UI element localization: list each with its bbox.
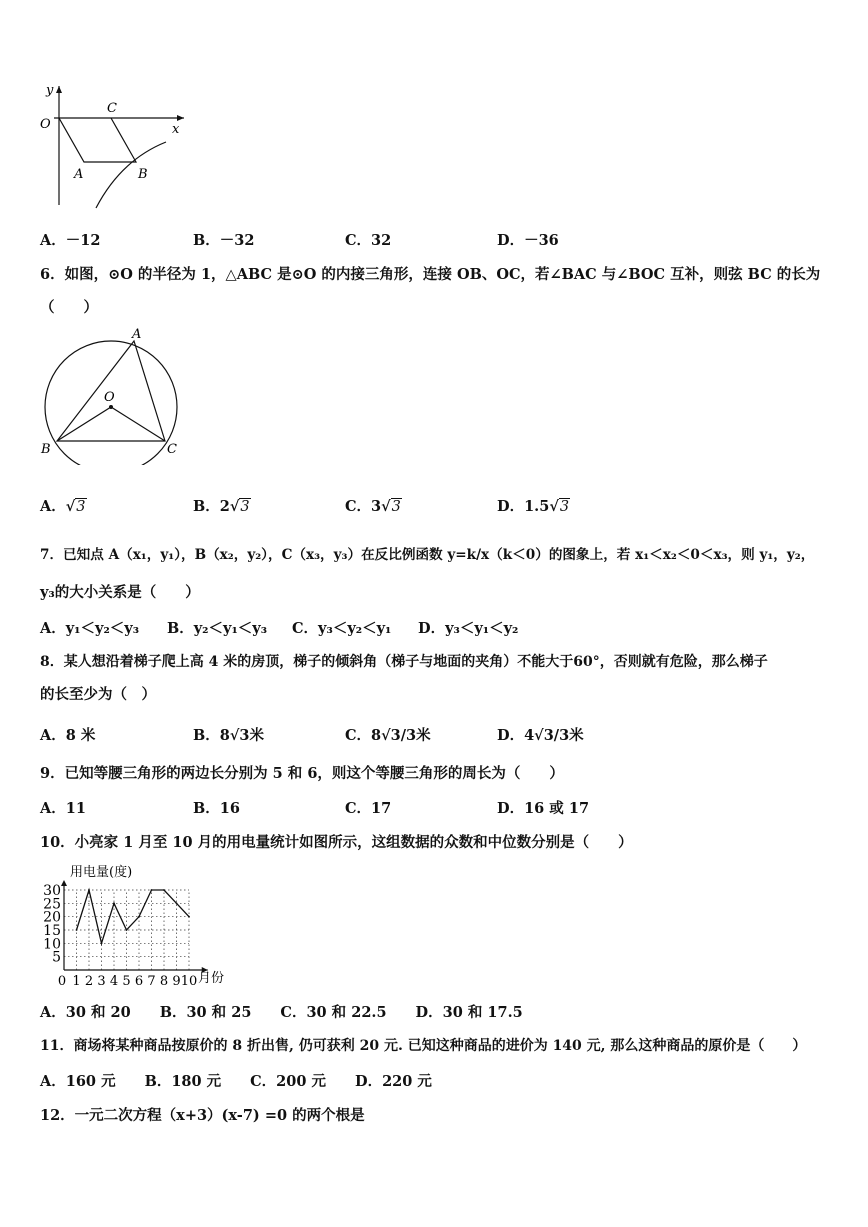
q6-circle-figure bbox=[36, 325, 186, 465]
center-dot bbox=[109, 405, 113, 409]
label-c: C bbox=[107, 101, 117, 116]
parallelogram bbox=[59, 118, 136, 162]
q10-text-line1: 10．小亮家 1 月至 10 月的用电量统计如图所示，这组数据的众数和中位数分别是（ ） bbox=[40, 834, 633, 851]
label-o: O bbox=[40, 117, 51, 132]
usage-point bbox=[101, 942, 103, 944]
label-b: B bbox=[138, 167, 148, 182]
usage-point bbox=[76, 929, 78, 931]
radii-ob-oc bbox=[57, 407, 165, 441]
label-a: A bbox=[132, 327, 142, 342]
q10-options[interactable]: A．30 和 20 B．30 和 25 C．30 和 22.5 D．30 和 17.5 bbox=[40, 1004, 523, 1021]
q7-text-line2: y₃的大小关系是（ ） bbox=[40, 584, 200, 601]
x-tick-label: 4 bbox=[109, 974, 119, 989]
q8-option-a[interactable]: A．8 米 bbox=[40, 727, 96, 744]
x-tick-label: 6 bbox=[134, 974, 144, 989]
label-c: C bbox=[167, 442, 177, 457]
q7-option-a[interactable]: A．y₁＜y₂＜y₃ bbox=[40, 620, 140, 637]
q6-text-line2: （ ） bbox=[40, 299, 98, 316]
usage-point bbox=[113, 902, 115, 904]
q6-option-d[interactable]: D．1.5√3 bbox=[497, 498, 570, 515]
label-x: x bbox=[172, 122, 180, 137]
q5-option-b[interactable]: B．－32 bbox=[193, 232, 255, 249]
q7-text-line1: 7．已知点 A（x₁，y₁），B（x₂，y₂），C（x₃，y₃）在反比例函数 y=k/x（k＜0）的图象上，若 x₁＜x₂＜0＜x₃，则 y₁，y₂， bbox=[40, 547, 815, 563]
q8-option-d[interactable]: D．4√3/3米 bbox=[497, 727, 584, 744]
chart-xlabel: 月份 bbox=[198, 971, 225, 986]
y-axis-arrow bbox=[61, 880, 67, 886]
q11-options[interactable]: A．160 元 B．180 元 C．200 元 D．220 元 bbox=[40, 1073, 432, 1090]
usage-point bbox=[138, 916, 140, 918]
label-b: B bbox=[41, 442, 51, 457]
x-tick-label: 7 bbox=[147, 974, 156, 989]
q7-option-d[interactable]: D．y₃＜y₁＜y₂ bbox=[418, 620, 519, 637]
q7-option-c[interactable]: C．y₃＜y₂＜y₁ bbox=[292, 620, 392, 637]
label-y: y bbox=[46, 83, 54, 98]
q9-option-a[interactable]: A．11 bbox=[40, 800, 86, 817]
x-tick-label: 1 bbox=[72, 974, 81, 989]
q8-text-line2: 的长至少为（ ） bbox=[40, 686, 156, 703]
label-a: A bbox=[74, 167, 84, 182]
q6-option-a[interactable]: A．√3 bbox=[40, 498, 86, 515]
usage-point bbox=[126, 929, 128, 931]
x-tick-label: 9 bbox=[172, 974, 181, 989]
q10-chart bbox=[40, 860, 235, 990]
usage-point bbox=[163, 889, 165, 891]
y-tick-label: 20 bbox=[43, 909, 61, 926]
q5-option-c[interactable]: C．32 bbox=[345, 232, 392, 249]
q8-option-c[interactable]: C．8√3/3米 bbox=[345, 727, 431, 744]
q8-text-line1: 8．某人想沿着梯子爬上高 4 米的房顶，梯子的倾斜角（梯子与地面的夹角）不能大于60°，否则就有危险，那么梯子 bbox=[40, 654, 768, 670]
label-o: O bbox=[104, 390, 115, 405]
q9-option-b[interactable]: B．16 bbox=[193, 800, 240, 817]
q9-option-c[interactable]: C．17 bbox=[345, 800, 392, 817]
x-tick-label: 2 bbox=[84, 974, 94, 989]
y-tick-label: 5 bbox=[52, 949, 61, 966]
x-tick-label: 0 bbox=[57, 974, 67, 989]
q5-option-d[interactable]: D．－36 bbox=[497, 232, 559, 249]
y-tick-label: 30 bbox=[43, 883, 61, 899]
q6-option-b[interactable]: B．2√3 bbox=[193, 498, 250, 515]
q6-option-c[interactable]: C．3√3 bbox=[345, 498, 401, 515]
x-tick-label: 10 bbox=[180, 974, 198, 989]
usage-point bbox=[188, 916, 190, 918]
q5-option-a[interactable]: A．－12 bbox=[40, 232, 101, 249]
q11-text-line1: 11．商场将某种商品按原价的 8 折出售, 仍可获利 20 元. 已知这种商品的进价为 140 元, 那么这种商品的原价是（ ） bbox=[40, 1038, 807, 1054]
q7-option-b[interactable]: B．y₂＜y₁＜y₃ bbox=[167, 620, 268, 637]
y-tick-label: 15 bbox=[43, 923, 61, 939]
chart-ylabel: 用电量(度) bbox=[70, 865, 133, 880]
q12-text-line1: 12．一元二次方程（x+3）(x-7) =0 的两个根是 bbox=[40, 1107, 365, 1124]
q6-text-line1: 6．如图，⊙O 的半径为 1，△ABC 是⊙O 的内接三角形，连接 OB、OC，若∠BAC 与∠BOC 互补，则弦 BC 的长为 bbox=[40, 266, 821, 283]
y-tick-label: 10 bbox=[43, 936, 61, 953]
x-tick-label: 3 bbox=[97, 974, 106, 989]
x-tick-label: 5 bbox=[122, 974, 131, 989]
usage-point bbox=[151, 889, 153, 891]
q9-text-line1: 9．已知等腰三角形的两边长分别为 5 和 6，则这个等腰三角形的周长为（ ） bbox=[40, 765, 564, 782]
usage-point bbox=[88, 889, 90, 891]
q5-graph bbox=[36, 80, 196, 210]
x-tick-label: 8 bbox=[159, 974, 169, 989]
q9-option-d[interactable]: D．16 或 17 bbox=[497, 800, 590, 817]
hyperbola-branch bbox=[96, 142, 166, 208]
usage-point bbox=[176, 902, 178, 904]
q8-option-b[interactable]: B．8√3米 bbox=[193, 727, 264, 744]
y-tick-label: 25 bbox=[43, 896, 61, 913]
